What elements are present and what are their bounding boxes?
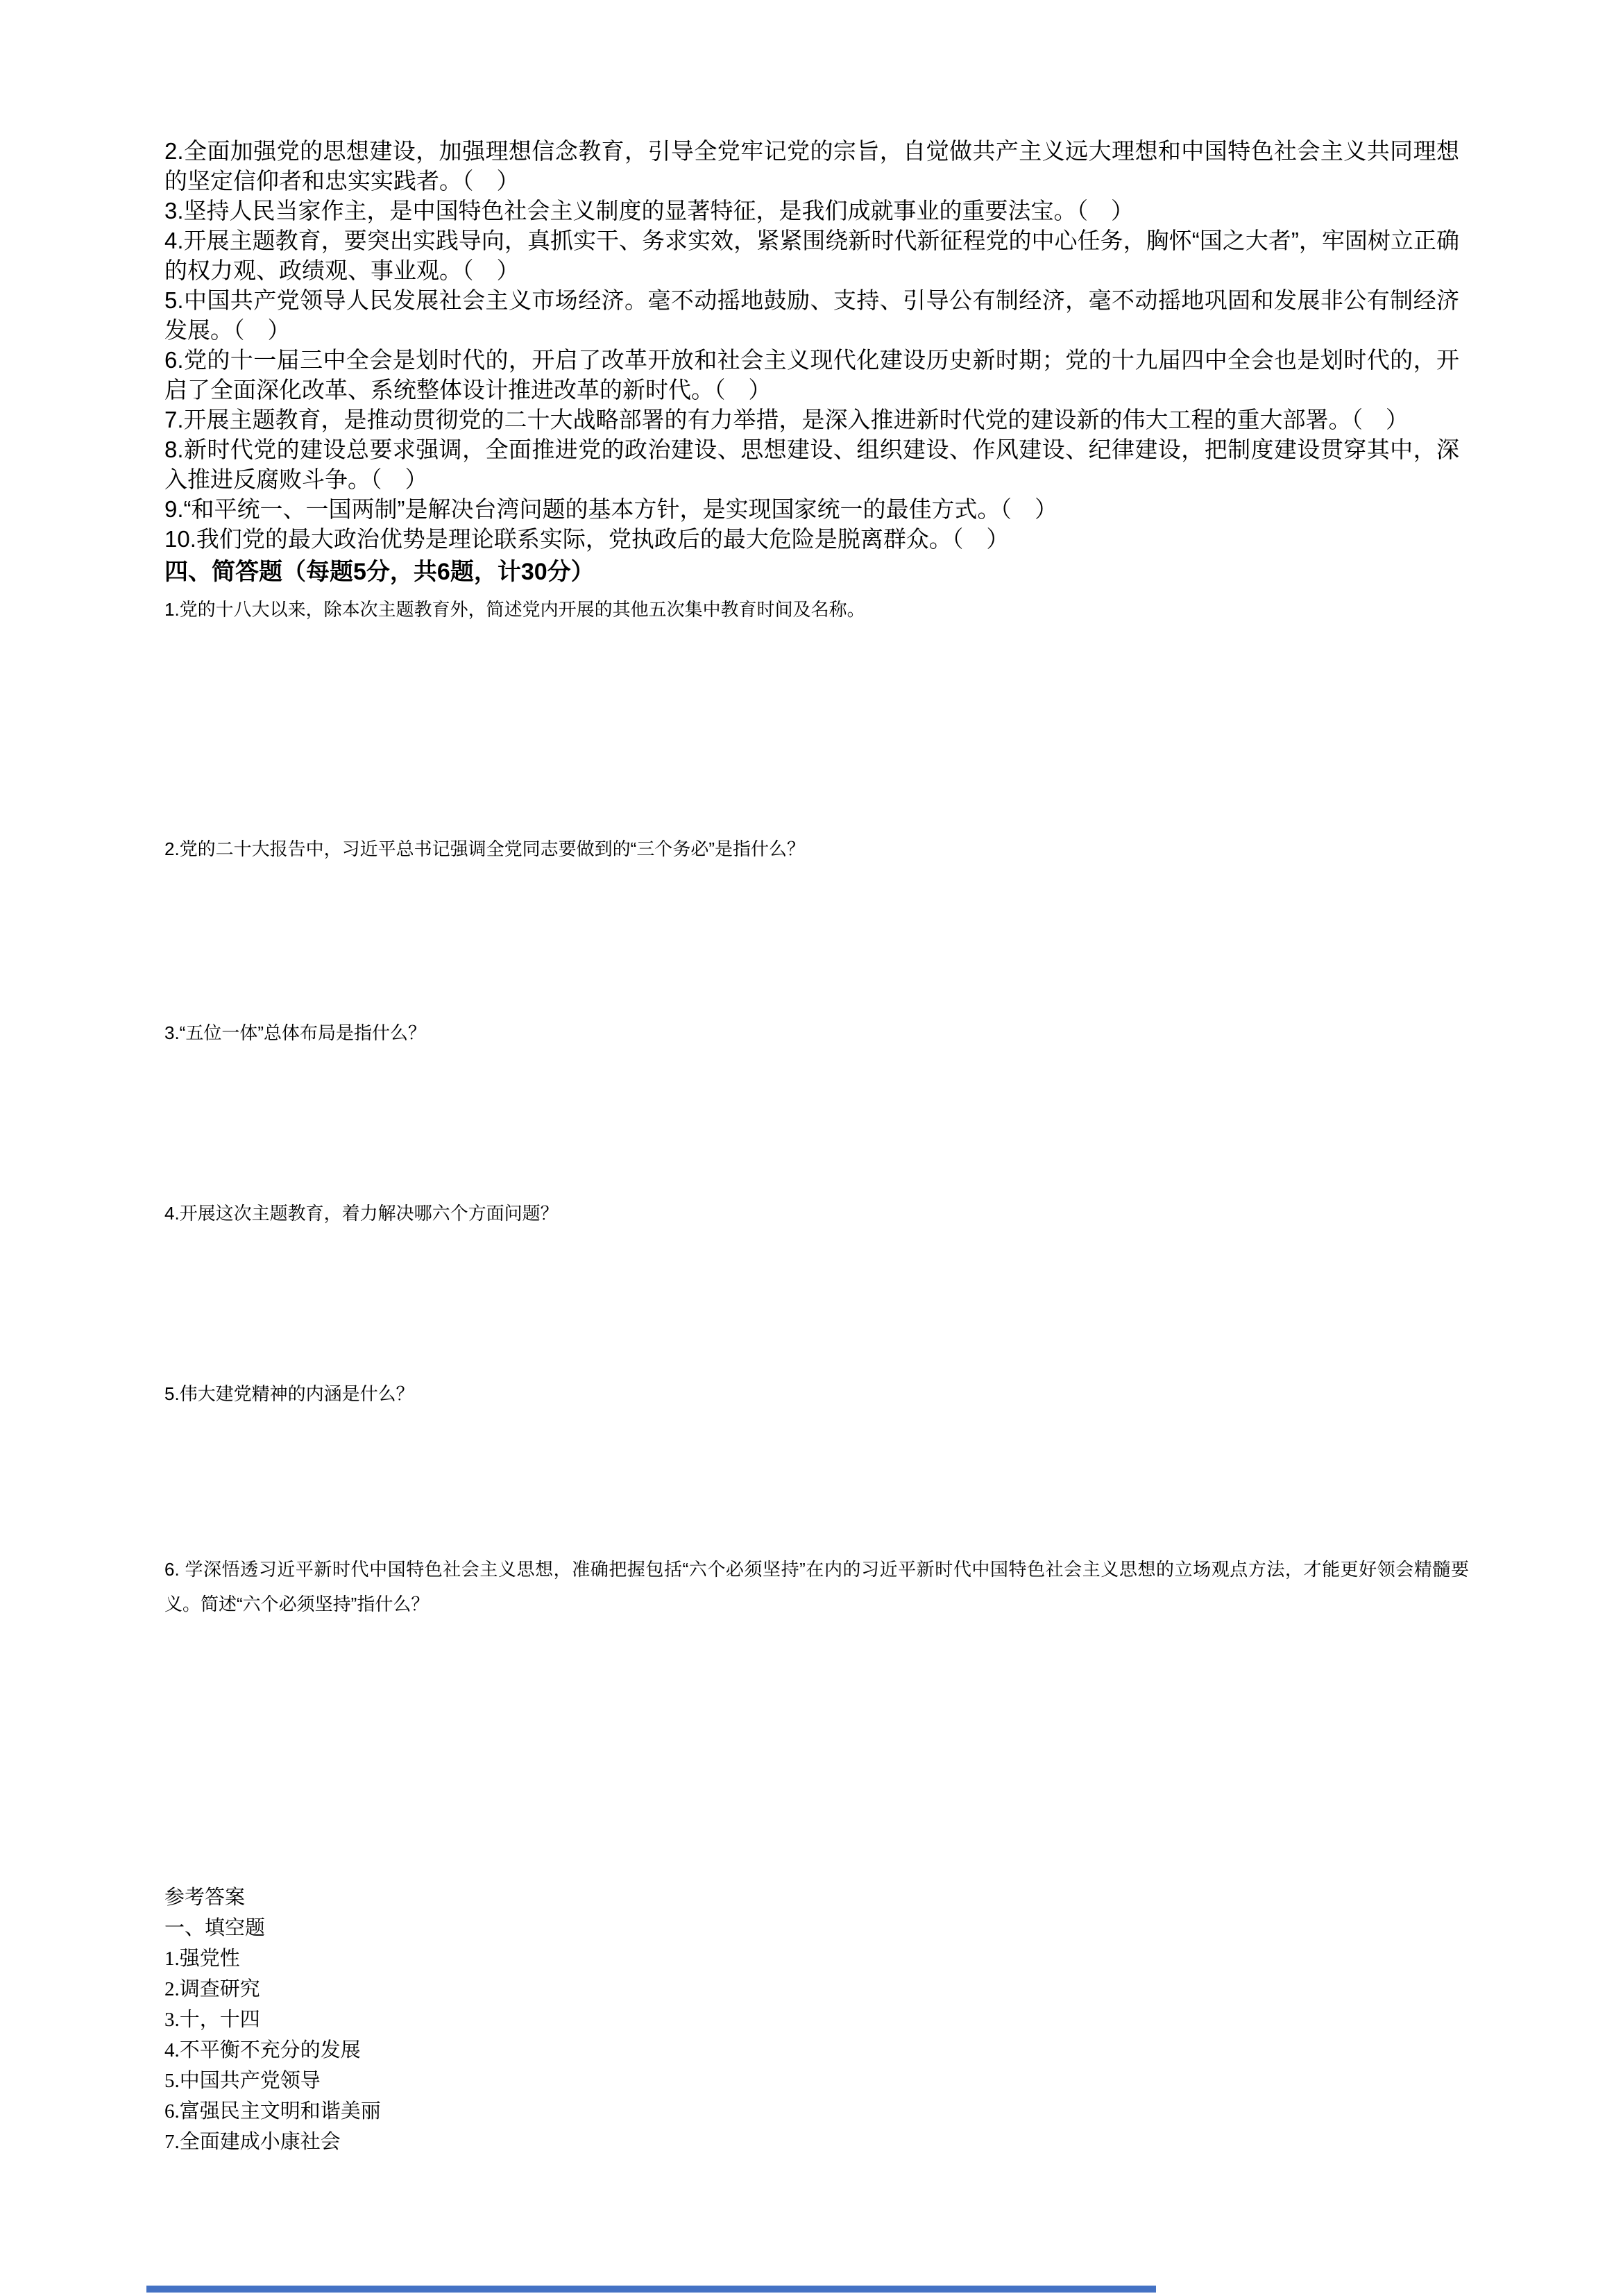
- true-false-item: 8.新时代党的建设总要求强调，全面推进党的政治建设、思想建设、组织建设、作风建设、纪律建设，把制度建设贯穿其中，深入推进反腐败斗争。（ ）: [164, 437, 1459, 492]
- true-false-item: 3.坚持人民当家作主，是中国特色社会主义制度的显著特征，是我们成就事业的重要法宝。（ ）: [164, 198, 1135, 223]
- fill-in-blank-answer: 2.调查研究: [164, 1978, 260, 2000]
- short-answer-question-2: 2.党的二十大报告中，习近平总书记强调全党同志要做到的“三个务必”是指什么？: [164, 838, 806, 859]
- fill-in-blank-answer: 7.全面建成小康社会: [164, 2131, 341, 2153]
- fill-in-blank-answer: 6.富强民主文明和谐美丽: [164, 2100, 381, 2122]
- short-answer-question-3: 3.“五位一体”总体布局是指什么？: [164, 1022, 427, 1043]
- true-false-section: [164, 136, 1459, 554]
- true-false-item: 2.全面加强党的思想建设，加强理想信念教育，引导全党牢记党的宗旨，自觉做共产主义远大理想和中国特色社会主义共同理想的坚定信仰者和忠实实践者。（ ）: [164, 138, 1459, 194]
- answers-section1-label: 一、填空题: [164, 1917, 266, 1939]
- true-false-item: 5.中国共产党领导人民发展社会主义市场经济。毫不动摇地鼓励、支持、引导公有制经济，毫不动摇地巩固和发展非公有制经济发展。（ ）: [164, 287, 1459, 343]
- true-false-item: 6.党的十一届三中全会是划时代的，开启了改革开放和社会主义现代化建设历史新时期；党的十九届四中全会也是划时代的，开启了全面深化改革、系统整体设计推进改革的新时代。（ ）: [164, 347, 1459, 403]
- short-answer-question-4: 4.开展这次主题教育，着力解决哪六个方面问题？: [164, 1203, 559, 1224]
- short-answer-question-5: 5.伟大建党精神的内涵是什么？: [164, 1383, 414, 1404]
- reference-answers-title: 参考答案: [164, 1886, 246, 1909]
- short-answer-question-6: 6. 学深悟透习近平新时代中国特色社会主义思想，准确把握包括“六个必须坚持”在内的习近平新时代中国特色社会主义思想的立场观点方法，才能更好领会精髓要义。简述“六个必须坚持”指什么？: [164, 1559, 1469, 1614]
- true-false-item: 4.开展主题教育，要突出实践导向，真抓实干、务求实效，紧紧围绕新时代新征程党的中心任务，胸怀“国之大者”，牢固树立正确的权力观、政绩观、事业观。（ ）: [164, 228, 1460, 283]
- true-false-item: 7.开展主题教育，是推动贯彻党的二十大战略部署的有力举措，是深入推进新时代党的建设新的伟大工程的重大部署。（ ）: [164, 407, 1409, 432]
- fill-in-blank-answer: 1.强党性: [164, 1948, 240, 1970]
- fill-in-blank-answer: 4.不平衡不充分的发展: [164, 2039, 361, 2061]
- reference-answers-section: [164, 1882, 1275, 2157]
- fill-in-blank-answer: 3.十，十四: [164, 2009, 260, 2031]
- true-false-item: 9.“和平统一、一国两制”是解决台湾问题的基本方针，是实现国家统一的最佳方式。（ ）: [164, 496, 1057, 522]
- section4-heading: 四、简答题（每题5分，共6题，计30分）: [164, 559, 595, 585]
- true-false-item: 10.我们党的最大政治优势是理论联系实际，党执政后的最大危险是脱离群众。（ ）: [164, 526, 1010, 552]
- bottom-blue-bar: [146, 2286, 1156, 2293]
- fill-in-blank-answer: 5.中国共产党领导: [164, 2070, 321, 2092]
- short-answer-question-1: 1.党的十八大以来，除本次主题教育外，简述党内开展的其他五次集中教育时间及名称。: [164, 599, 865, 620]
